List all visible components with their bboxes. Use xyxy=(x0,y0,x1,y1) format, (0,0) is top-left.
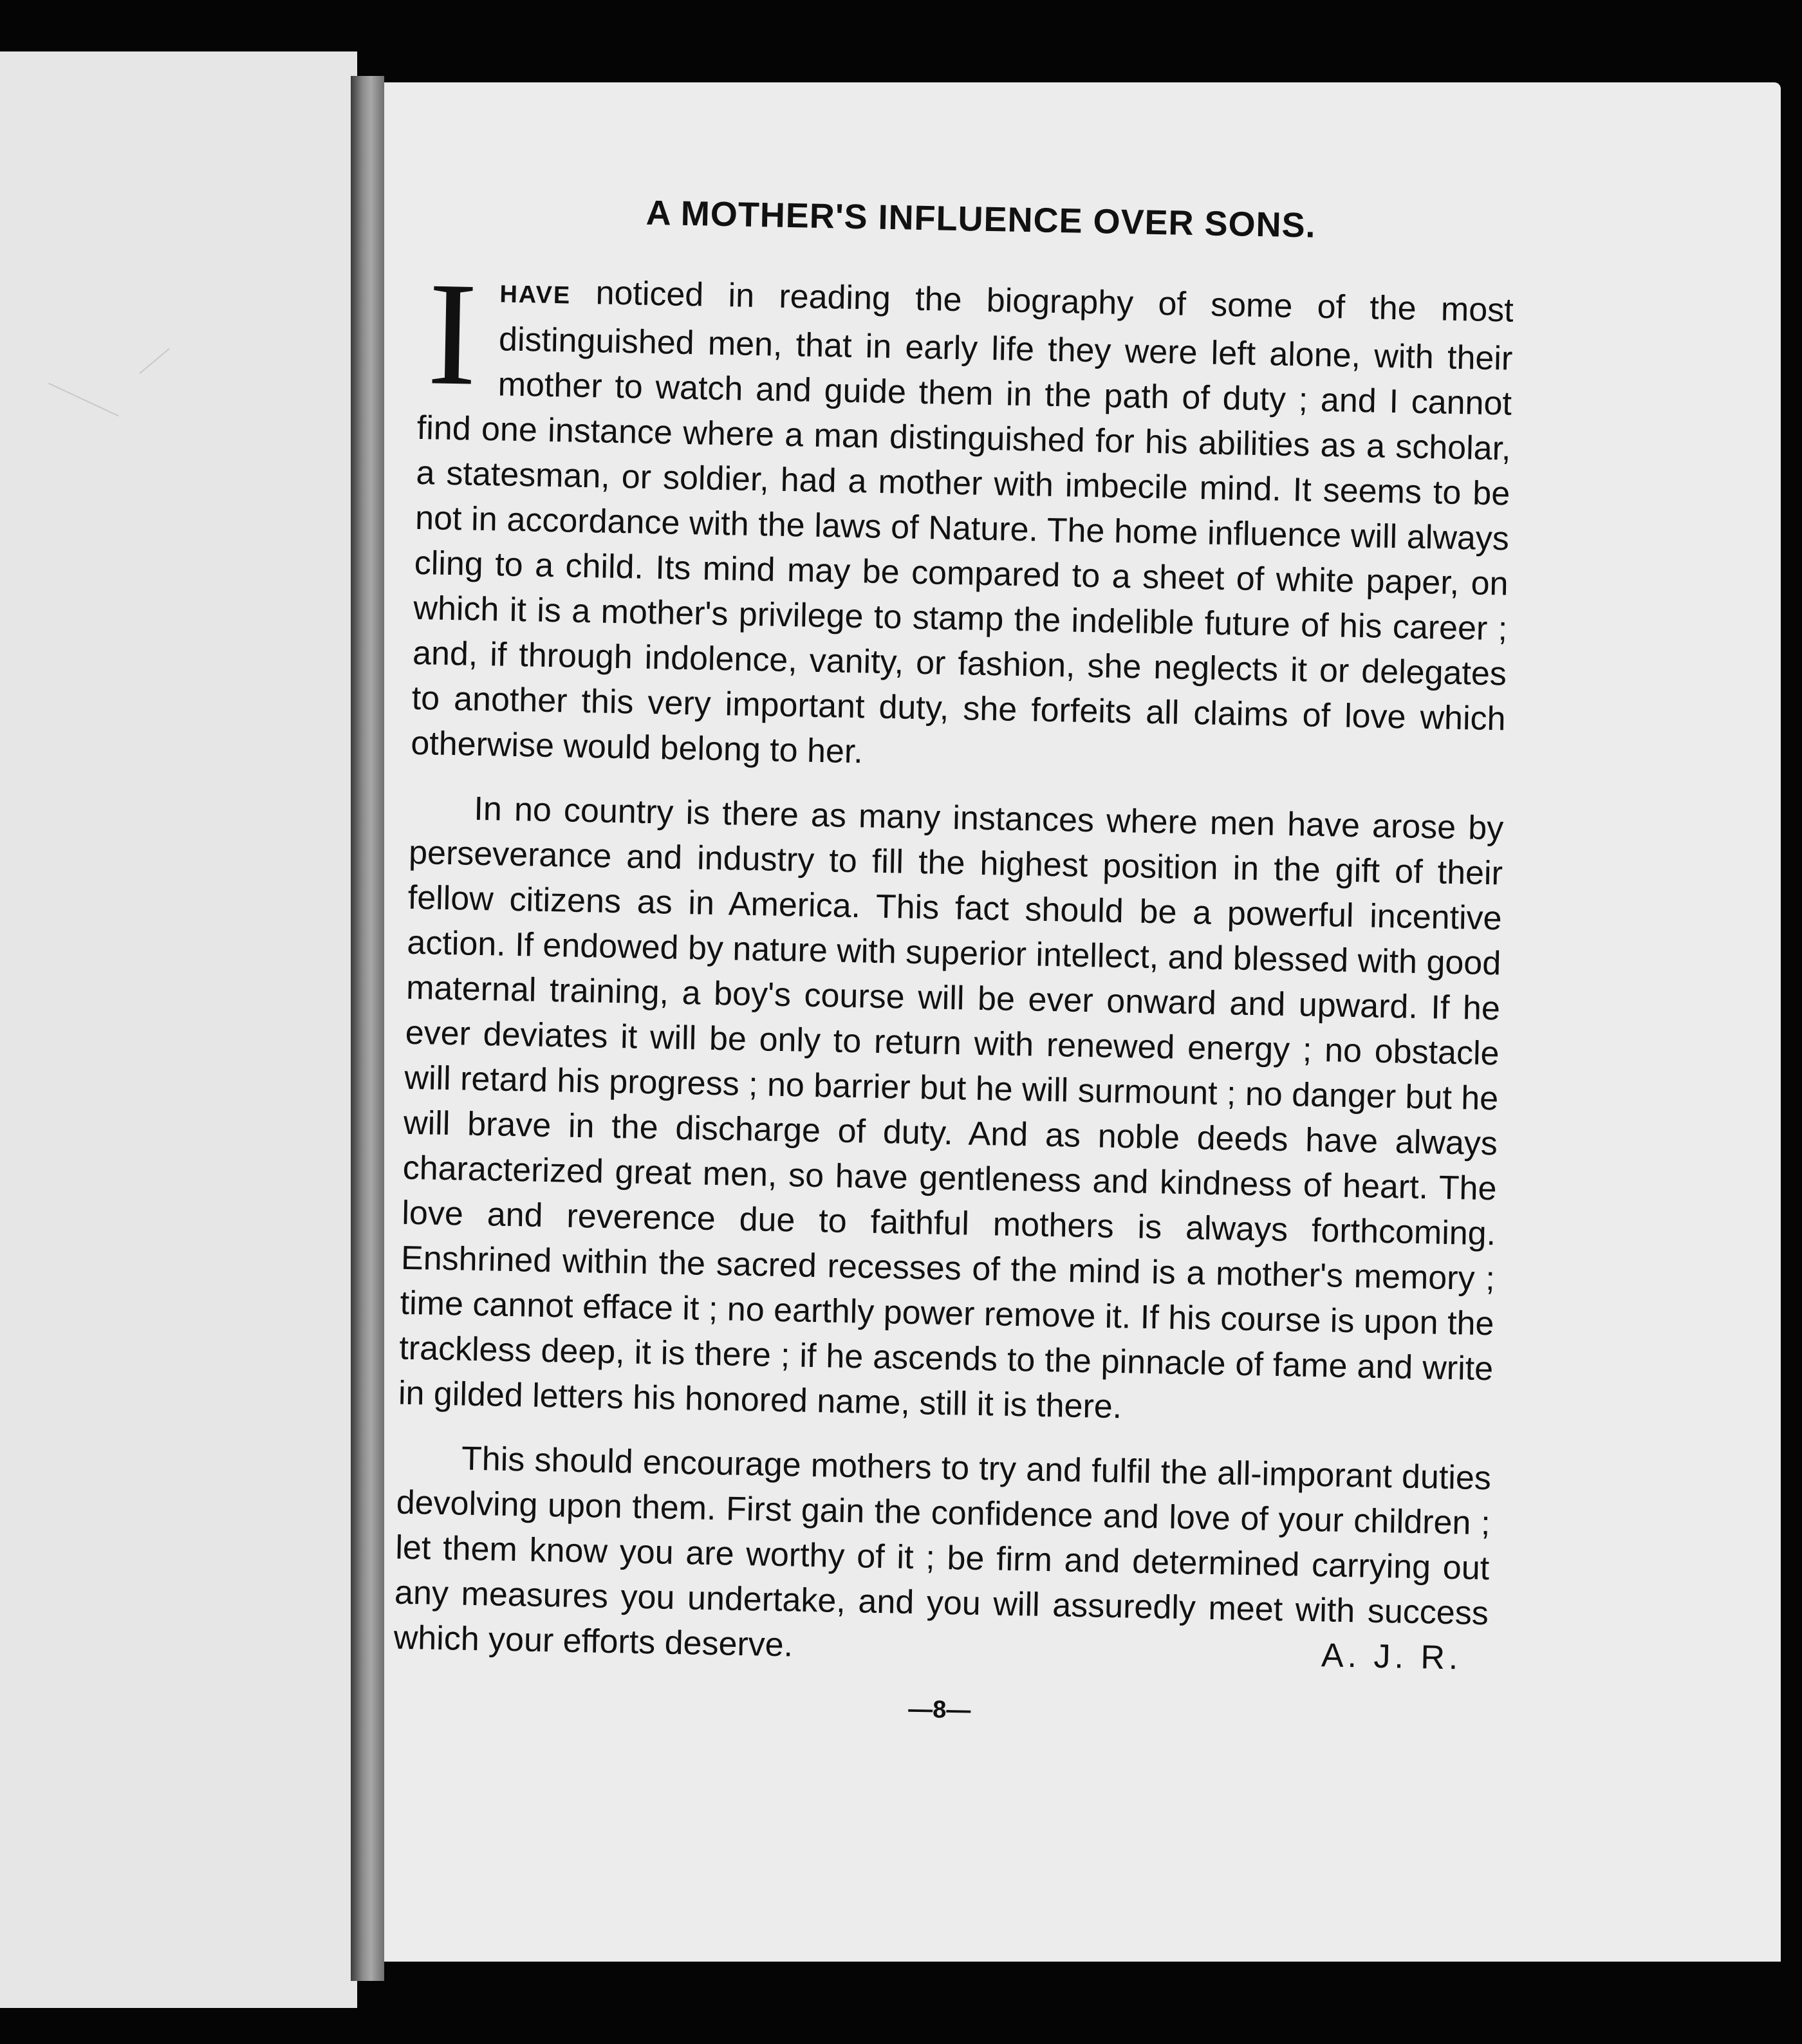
right-page xyxy=(384,82,1781,1962)
page-number: —8— xyxy=(907,1695,971,1724)
page-content xyxy=(393,189,1516,1734)
drop-cap: I xyxy=(426,251,479,416)
left-page xyxy=(0,51,357,2008)
signature: A. J. R. xyxy=(1321,1637,1463,1677)
paragraph-3-text: This should encourage mothers to try and fulfil the all-imporant duties devolving upon them. First gain the confidence and love of your children ; let them know you are worthy of it ; be firm and determined carrying out any measures you undertake, and you will assuredly meet with success which your efforts deserve. xyxy=(393,1440,1492,1664)
paragraph-2: In no country is there as many instances where men have arose by perseverance and industry to fill the highest position in the gift of their fellow citizens as in America. This fact should be a powerful incentive action. If endowed by nature with superior intellect, and blessed with good maternal training, a boy's course will be ever onward and upward. If he ever deviates it will be only to return with renewed energy ; no obstacle will retard his progress ; no barrier but he will surmount ; no danger but he will brave in the discharge of duty. And as noble deeds have always characterized great men, so have gentleness and kindness of heart. The love and reverence due to faithful mothers is always forthcoming. Enshrined within the sacred recesses of the mind is a mother's memory ; time cannot efface it ; no earthly power remove it. If his course is upon the trackless deep, it is there ; if he ascends to the pinnacle of fame and write in gilded letters his honored name, still it is there. xyxy=(398,790,1504,1426)
lead-word: HAVE xyxy=(499,281,571,310)
paragraph-1-text: noticed in reading the biography of some of the most distinguished men, that in early life they were left alone, with their mother to watch and guide them in the path of duty ; and I cannot find one instance where a man distinguished for his abilities as a scholar, a statesman, or soldier, had a mother with imbecile mind. It seems to be not in accordance with the laws of Nature. The home influence will always cling to a child. Its mind may be compared to a sheet of white paper, on which it is a mother's privilege to stamp the indelible future of his career ; and, if through indolence, vanity, or fashion, she neglects it or delegates to another this very important duty, she forfeits all claims of love which otherwise would belong to her. xyxy=(410,274,1514,771)
paragraph-3 xyxy=(393,1435,1491,1682)
page-gutter xyxy=(351,76,384,1981)
page-title: A MOTHER'S INFLUENCE OVER SONS. xyxy=(646,193,1317,245)
paragraph-1 xyxy=(410,251,1514,786)
